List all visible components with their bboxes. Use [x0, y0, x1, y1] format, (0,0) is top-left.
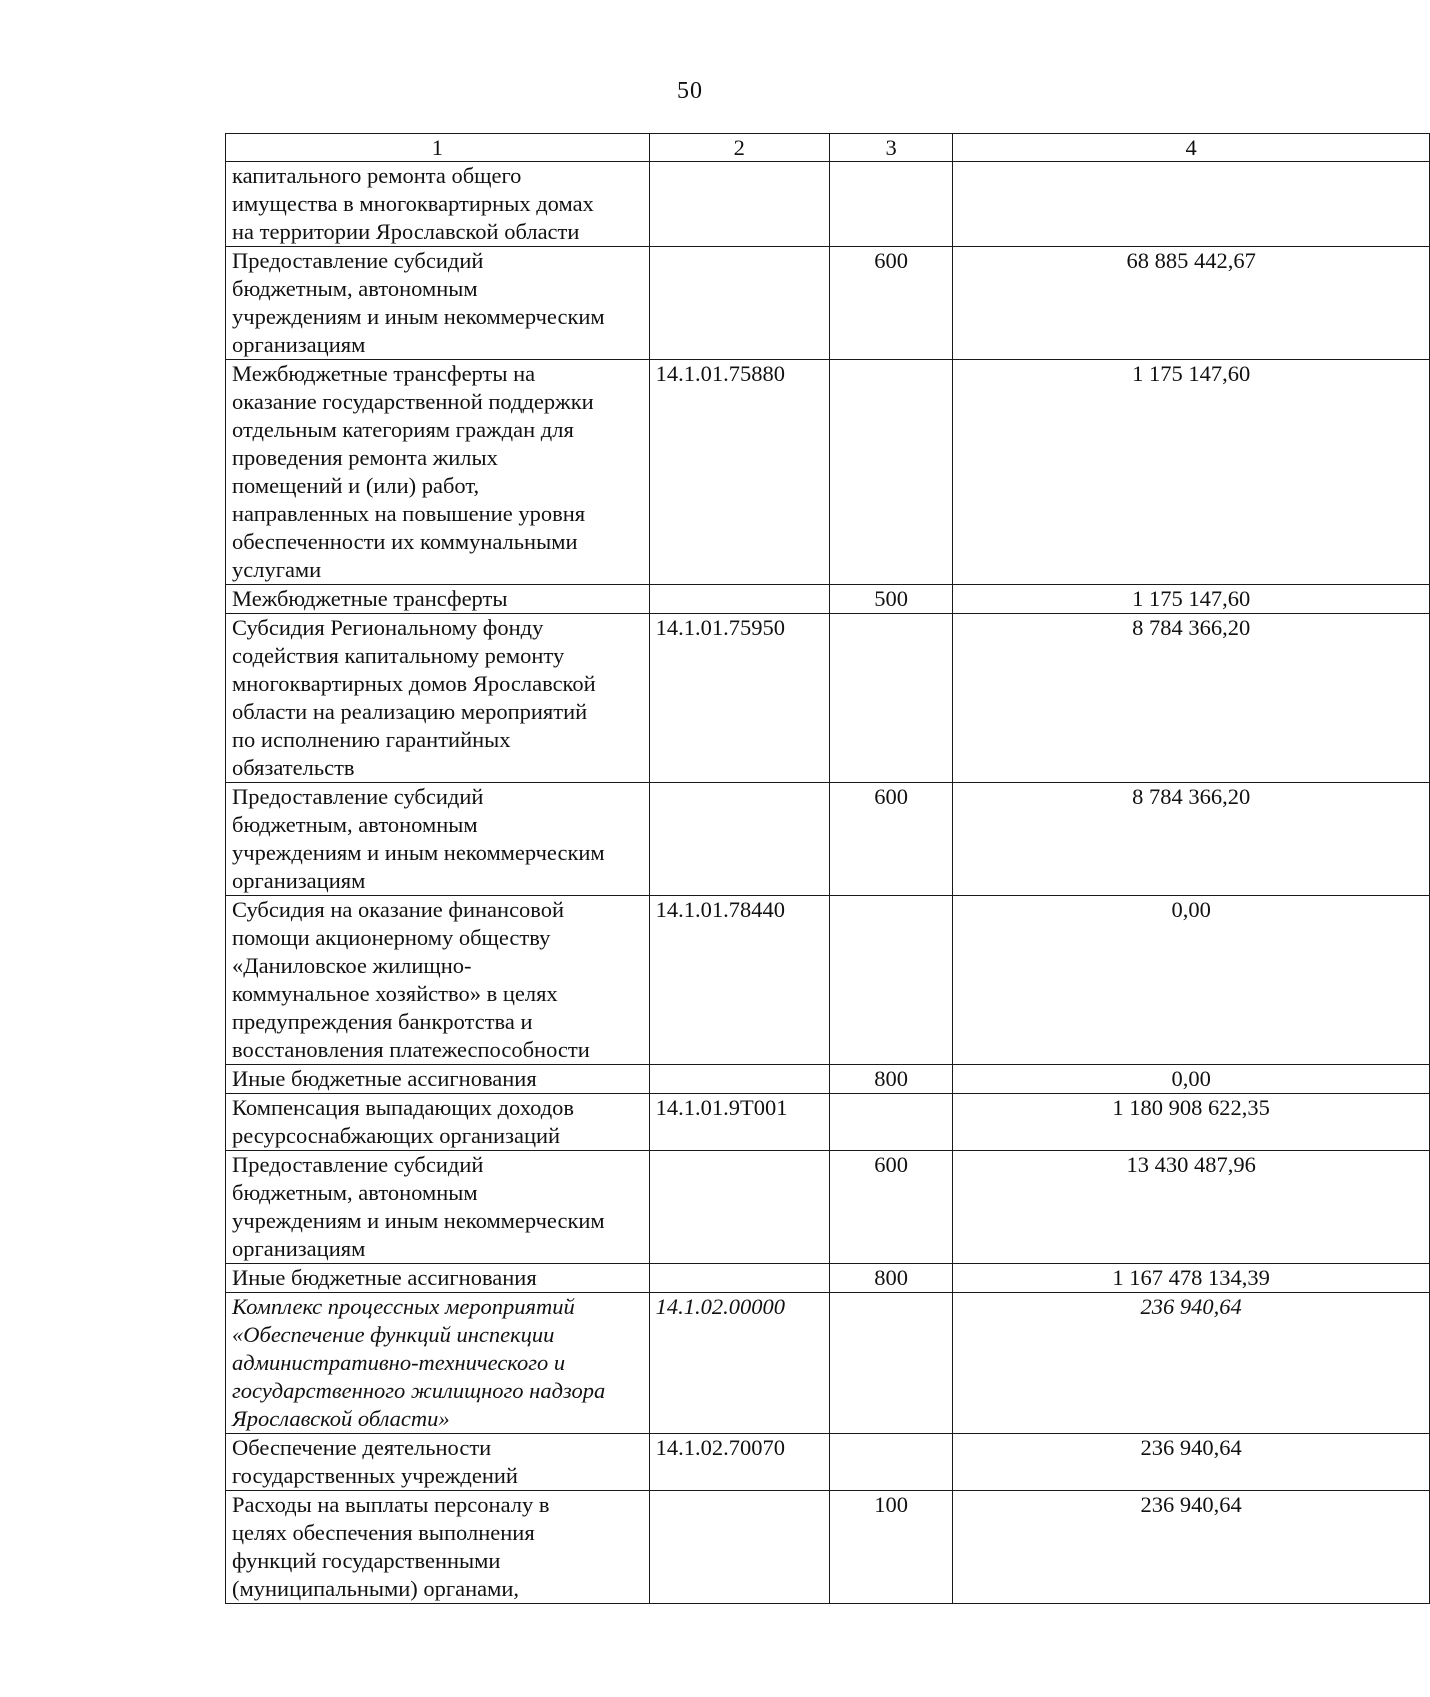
cell-name — [226, 783, 650, 896]
page-number: 50 — [677, 78, 703, 104]
cell-name-text: Компенсация выпадающих доходов ресурсоснабжающих организаций — [232, 1095, 575, 1148]
cell-name-text: Обеспечение деятельности государственных учреждений — [232, 1435, 518, 1488]
cell-name — [226, 1264, 650, 1293]
cell-name-text: Субсидия Региональному фонду содействия капитальному ремонту многоквартирных домов Ярославской области на реализацию мероприятий по исполнению гарантийных обязательств — [232, 615, 596, 780]
cell-name — [226, 162, 650, 247]
cell-type — [829, 585, 952, 614]
cell-sum — [953, 1491, 1430, 1604]
table-row — [226, 614, 1430, 783]
cell-code — [649, 1434, 829, 1491]
cell-sum-text: 0,00 — [1171, 1066, 1211, 1091]
cell-type-text: 600 — [874, 784, 908, 809]
cell-code-text: 14.1.01.9Т001 — [655, 1095, 788, 1120]
cell-code — [649, 360, 829, 585]
cell-sum-text: 236 940,64 — [1140, 1492, 1242, 1517]
table-row — [226, 896, 1430, 1065]
cell-type — [829, 1264, 952, 1293]
header-col-3: 3 — [829, 134, 952, 162]
header-col-4: 4 — [953, 134, 1430, 162]
table-row — [226, 1151, 1430, 1264]
cell-code — [649, 1293, 829, 1434]
cell-name — [226, 1094, 650, 1151]
cell-name — [226, 1491, 650, 1604]
cell-type — [829, 1434, 952, 1491]
cell-name-text: Иные бюджетные ассигнования — [232, 1066, 537, 1091]
cell-type — [829, 1094, 952, 1151]
cell-sum — [953, 1094, 1430, 1151]
cell-sum-text: 8 784 366,20 — [1132, 615, 1251, 640]
cell-name — [226, 1065, 650, 1094]
cell-type-text: 600 — [874, 1152, 908, 1177]
cell-name-text: Иные бюджетные ассигнования — [232, 1265, 537, 1290]
header-col-1: 1 — [226, 134, 650, 162]
cell-type-text: 800 — [874, 1066, 908, 1091]
cell-sum — [953, 1293, 1430, 1434]
cell-sum — [953, 783, 1430, 896]
cell-name — [226, 614, 650, 783]
cell-type-text: 800 — [874, 1265, 908, 1290]
cell-name-text: Субсидия на оказание финансовой помощи акционерному обществу «Даниловское жилищно- коммунальное хозяйство» в целях предупреждения банкротства и восстановления платежеспособности — [232, 897, 590, 1062]
cell-name — [226, 585, 650, 614]
cell-name-text: Предоставление субсидий бюджетным, автономным учреждениям и иным некоммерческим организациям — [232, 1152, 605, 1261]
cell-code-text: 14.1.01.75950 — [655, 615, 786, 640]
cell-sum — [953, 247, 1430, 360]
cell-sum-text: 236 940,64 — [1140, 1294, 1242, 1319]
cell-sum-text: 1 180 908 622,35 — [1112, 1095, 1270, 1120]
cell-name-text: Предоставление субсидий бюджетным, автономным учреждениям и иным некоммерческим организациям — [232, 248, 605, 357]
cell-sum — [953, 614, 1430, 783]
cell-name — [226, 896, 650, 1065]
cell-sum-text: 1 175 147,60 — [1132, 586, 1251, 611]
budget-table — [225, 133, 1430, 1604]
cell-sum — [953, 360, 1430, 585]
table-row — [226, 1491, 1430, 1604]
cell-code — [649, 162, 829, 247]
cell-type — [829, 783, 952, 896]
cell-type — [829, 162, 952, 247]
cell-code-text: 14.1.01.78440 — [655, 897, 786, 922]
cell-code-text: 14.1.02.00000 — [655, 1294, 786, 1319]
cell-code — [649, 614, 829, 783]
cell-code — [649, 1065, 829, 1094]
cell-sum-text: 13 430 487,96 — [1126, 1152, 1256, 1177]
cell-code — [649, 585, 829, 614]
cell-sum — [953, 585, 1430, 614]
cell-type — [829, 1491, 952, 1604]
cell-type-text: 500 — [874, 586, 908, 611]
table-row — [226, 162, 1430, 247]
table-row — [226, 783, 1430, 896]
table-row — [226, 1293, 1430, 1434]
cell-type-text: 100 — [874, 1492, 908, 1517]
cell-name-text: Предоставление субсидий бюджетным, автономным учреждениям и иным некоммерческим организациям — [232, 784, 605, 893]
cell-code — [649, 783, 829, 896]
cell-code — [649, 1094, 829, 1151]
cell-sum — [953, 1434, 1430, 1491]
cell-sum-text: 1 167 478 134,39 — [1112, 1265, 1270, 1290]
table-header-row — [226, 134, 1430, 162]
table-row — [226, 585, 1430, 614]
header-col-2: 2 — [649, 134, 829, 162]
cell-sum-text: 1 175 147,60 — [1132, 361, 1251, 386]
table-row — [226, 247, 1430, 360]
table-row — [226, 1434, 1430, 1491]
cell-sum — [953, 162, 1430, 247]
cell-sum — [953, 896, 1430, 1065]
cell-type — [829, 360, 952, 585]
cell-sum-text: 0,00 — [1171, 897, 1211, 922]
cell-type — [829, 247, 952, 360]
cell-code — [649, 247, 829, 360]
cell-type-text: 600 — [874, 248, 908, 273]
cell-name — [226, 1293, 650, 1434]
cell-code — [649, 896, 829, 1065]
cell-code-text: 14.1.01.75880 — [655, 361, 786, 386]
cell-sum-text: 236 940,64 — [1140, 1435, 1242, 1460]
cell-name-text: Комплекс процессных мероприятий «Обеспечение функций инспекции административно-технического и государственного жилищного надзора Ярославской области» — [232, 1294, 606, 1431]
cell-sum-text: 8 784 366,20 — [1132, 784, 1251, 809]
cell-name — [226, 360, 650, 585]
cell-name-text: Межбюджетные трансферты — [232, 586, 508, 611]
cell-type — [829, 614, 952, 783]
cell-code — [649, 1264, 829, 1293]
cell-code — [649, 1151, 829, 1264]
cell-name-text: Межбюджетные трансферты на оказание государственной поддержки отдельным категориям граждан для проведения ремонта жилых помещений и (или) работ, направленных на повышение уровня обеспеченности их коммунальными услугами — [232, 361, 594, 582]
cell-name — [226, 247, 650, 360]
cell-name-text: Расходы на выплаты персоналу в целях обеспечения выполнения функций государственными (муниципальными) органами, — [232, 1492, 550, 1601]
table-row — [226, 1094, 1430, 1151]
cell-sum — [953, 1151, 1430, 1264]
cell-name — [226, 1434, 650, 1491]
cell-code-text: 14.1.02.70070 — [655, 1435, 786, 1460]
table-row — [226, 360, 1430, 585]
cell-sum — [953, 1264, 1430, 1293]
cell-sum-text: 68 885 442,67 — [1126, 248, 1256, 273]
table-row — [226, 1065, 1430, 1094]
cell-type — [829, 1065, 952, 1094]
cell-name-text: капитального ремонта общего имущества в многоквартирных домах на территории Ярославской области — [232, 163, 594, 244]
cell-code — [649, 1491, 829, 1604]
cell-type — [829, 1151, 952, 1264]
cell-type — [829, 896, 952, 1065]
cell-sum — [953, 1065, 1430, 1094]
table-row — [226, 1264, 1430, 1293]
cell-name — [226, 1151, 650, 1264]
table-body — [226, 134, 1430, 1604]
cell-type — [829, 1293, 952, 1434]
